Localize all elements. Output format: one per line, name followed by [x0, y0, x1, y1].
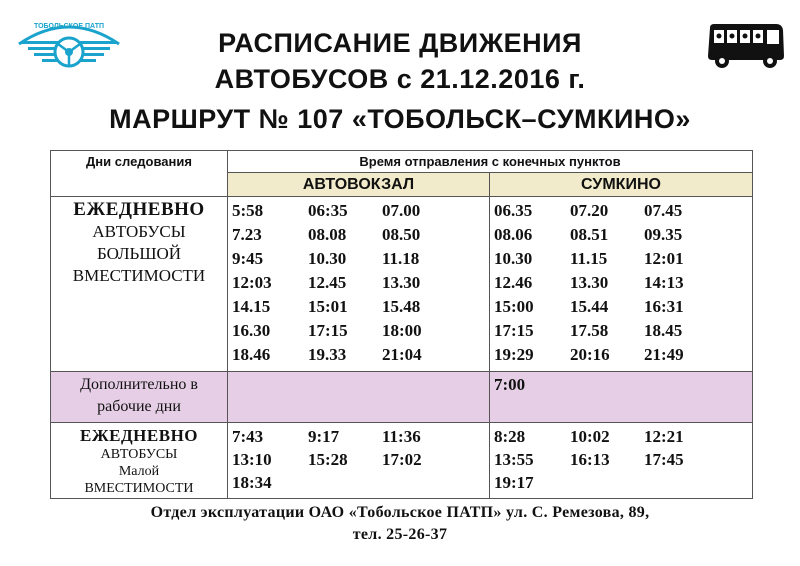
time-row: [494, 425, 752, 448]
departure-time: 8:28: [494, 427, 526, 446]
departure-time: 08.08: [308, 225, 347, 244]
departure-time: 10:02: [570, 427, 610, 446]
footer-address: Отдел эксплуатации ОАО «Тобольское ПАТП» ул. С. Ремезова, 89,: [150, 504, 650, 521]
time-row: [494, 295, 752, 319]
departure-time: 20:16: [570, 345, 610, 364]
extra-days: [51, 372, 228, 423]
station-a-header: АВТОВОКЗАЛ: [228, 173, 490, 197]
departure-time: 9:17: [308, 427, 340, 446]
departure-time: 12:01: [644, 249, 684, 268]
time-row: [232, 295, 489, 319]
departure-time: 12:03: [232, 273, 272, 292]
group1-row: [51, 197, 753, 372]
group1-days: [51, 197, 228, 372]
departure-time: 07.20: [570, 201, 609, 220]
departure-time: [382, 471, 452, 494]
departure-time: 14.15: [232, 297, 271, 316]
departure-time: 10.30: [494, 249, 533, 268]
departure-time: 11:36: [382, 427, 421, 446]
extra-row: [51, 372, 753, 423]
departure-time: 10.30: [308, 249, 347, 268]
time-row: [494, 271, 752, 295]
group2-sub2: Малой: [118, 464, 160, 479]
departure-time: 17:45: [644, 450, 684, 469]
departure-time: 13.30: [382, 273, 421, 292]
departure-time: 12:21: [644, 427, 684, 446]
departure-time: [308, 471, 382, 494]
departure-time: 7.23: [232, 225, 262, 244]
departure-time: 15.44: [570, 297, 609, 316]
extra-label-2: рабочие дни: [97, 398, 181, 415]
group1-sub2: БОЛЬШОЙ: [96, 244, 182, 263]
departure-time: 16:13: [570, 450, 610, 469]
extra-station-b-time: 7:00: [490, 372, 753, 423]
departure-time: 21:49: [644, 345, 684, 364]
departure-time: 17:15: [494, 321, 534, 340]
departure-time: 08.50: [382, 225, 421, 244]
departure-time: 11.18: [382, 249, 420, 268]
time-row: [232, 247, 489, 271]
departure-time: 13:10: [232, 450, 272, 469]
extra-label-1: Дополнительно в: [80, 376, 198, 393]
departure-time: [644, 471, 714, 494]
footer-phone: тел. 25-26-37: [352, 526, 448, 543]
route-title: МАРШРУТ № 107 «ТОБОЛЬСК–СУМКИНО»: [109, 104, 691, 134]
departure-time: 19.33: [308, 345, 347, 364]
departure-time: 06:35: [308, 201, 348, 220]
group2-sub1: АВТОБУСЫ: [100, 447, 178, 462]
departure-time: 18:34: [232, 473, 272, 492]
departure-time: 16:31: [644, 297, 684, 316]
group1-sub1: АВТОБУСЫ: [92, 222, 186, 241]
group2-station-a-times: [228, 423, 490, 499]
departure-time: 13.30: [570, 273, 609, 292]
time-row: [232, 199, 489, 223]
title-line-1: РАСПИСАНИЕ ДВИЖЕНИЯ: [218, 28, 582, 58]
departure-time: 17:15: [308, 321, 348, 340]
group1-daily: ЕЖЕДНЕВНО: [73, 199, 205, 220]
time-row: [232, 319, 489, 343]
group1-sub3: ВМЕСТИМОСТИ: [72, 266, 206, 285]
departure-time: [570, 471, 644, 494]
time-row: [232, 343, 489, 367]
departure-time: 15:00: [494, 297, 534, 316]
group2-station-b-times: [490, 423, 753, 499]
departure-time: 9:45: [232, 249, 264, 268]
time-row: [494, 319, 752, 343]
departure-time: 14:13: [644, 273, 684, 292]
time-header: Время отправления с конечных пунктов: [228, 151, 753, 173]
extra-station-a-empty: [228, 372, 490, 423]
time-row: [494, 247, 752, 271]
logo-text: ТОБОЛЬСКОЕ ПАТП: [33, 23, 105, 30]
departure-time: 7:43: [232, 427, 264, 446]
departure-time: 19:17: [494, 473, 534, 492]
time-row: [232, 223, 489, 247]
time-row: [232, 448, 489, 471]
time-row: [494, 448, 752, 471]
station-b-header: СУМКИНО: [490, 173, 753, 197]
time-row: [232, 471, 489, 494]
group2-days: [51, 423, 228, 499]
departure-time: 15:28: [308, 450, 348, 469]
departure-time: 08.06: [494, 225, 533, 244]
departure-time: 12.46: [494, 273, 533, 292]
departure-time: 17.58: [570, 321, 609, 340]
departure-time: 16.30: [232, 321, 271, 340]
departure-time: 13:55: [494, 450, 534, 469]
departure-time: 18:00: [382, 321, 422, 340]
departure-time: 08.51: [570, 225, 609, 244]
group2-row: [51, 423, 753, 499]
departure-time: 15:01: [308, 297, 348, 316]
title-line-2: АВТОБУСОВ с 21.12.2016 г.: [214, 64, 586, 94]
departure-time: 19:29: [494, 345, 534, 364]
departure-time: 11.15: [570, 249, 608, 268]
time-row: [232, 425, 489, 448]
group1-station-b-times: [490, 197, 753, 372]
departure-time: 5:58: [232, 201, 264, 220]
departure-time: 07.00: [382, 201, 421, 220]
departure-time: 12.45: [308, 273, 347, 292]
schedule-table: [50, 150, 753, 499]
departure-time: 15.48: [382, 297, 421, 316]
time-row: [494, 223, 752, 247]
time-row: [494, 199, 752, 223]
departure-time: 17:02: [382, 450, 422, 469]
group1-station-a-times: [228, 197, 490, 372]
group2-daily: ЕЖЕДНЕВНО: [79, 426, 199, 445]
time-row: [232, 271, 489, 295]
departure-time: 09.35: [644, 225, 683, 244]
departure-time: 21:04: [382, 345, 422, 364]
time-row: [494, 471, 752, 494]
departure-time: 18.46: [232, 345, 271, 364]
time-row: [494, 343, 752, 367]
departure-time: 18.45: [644, 321, 683, 340]
group2-sub3: ВМЕСТИМОСТИ: [84, 481, 194, 496]
departure-time: 06.35: [494, 201, 533, 220]
days-header: Дни следования: [51, 151, 228, 197]
departure-time: 07.45: [644, 201, 683, 220]
